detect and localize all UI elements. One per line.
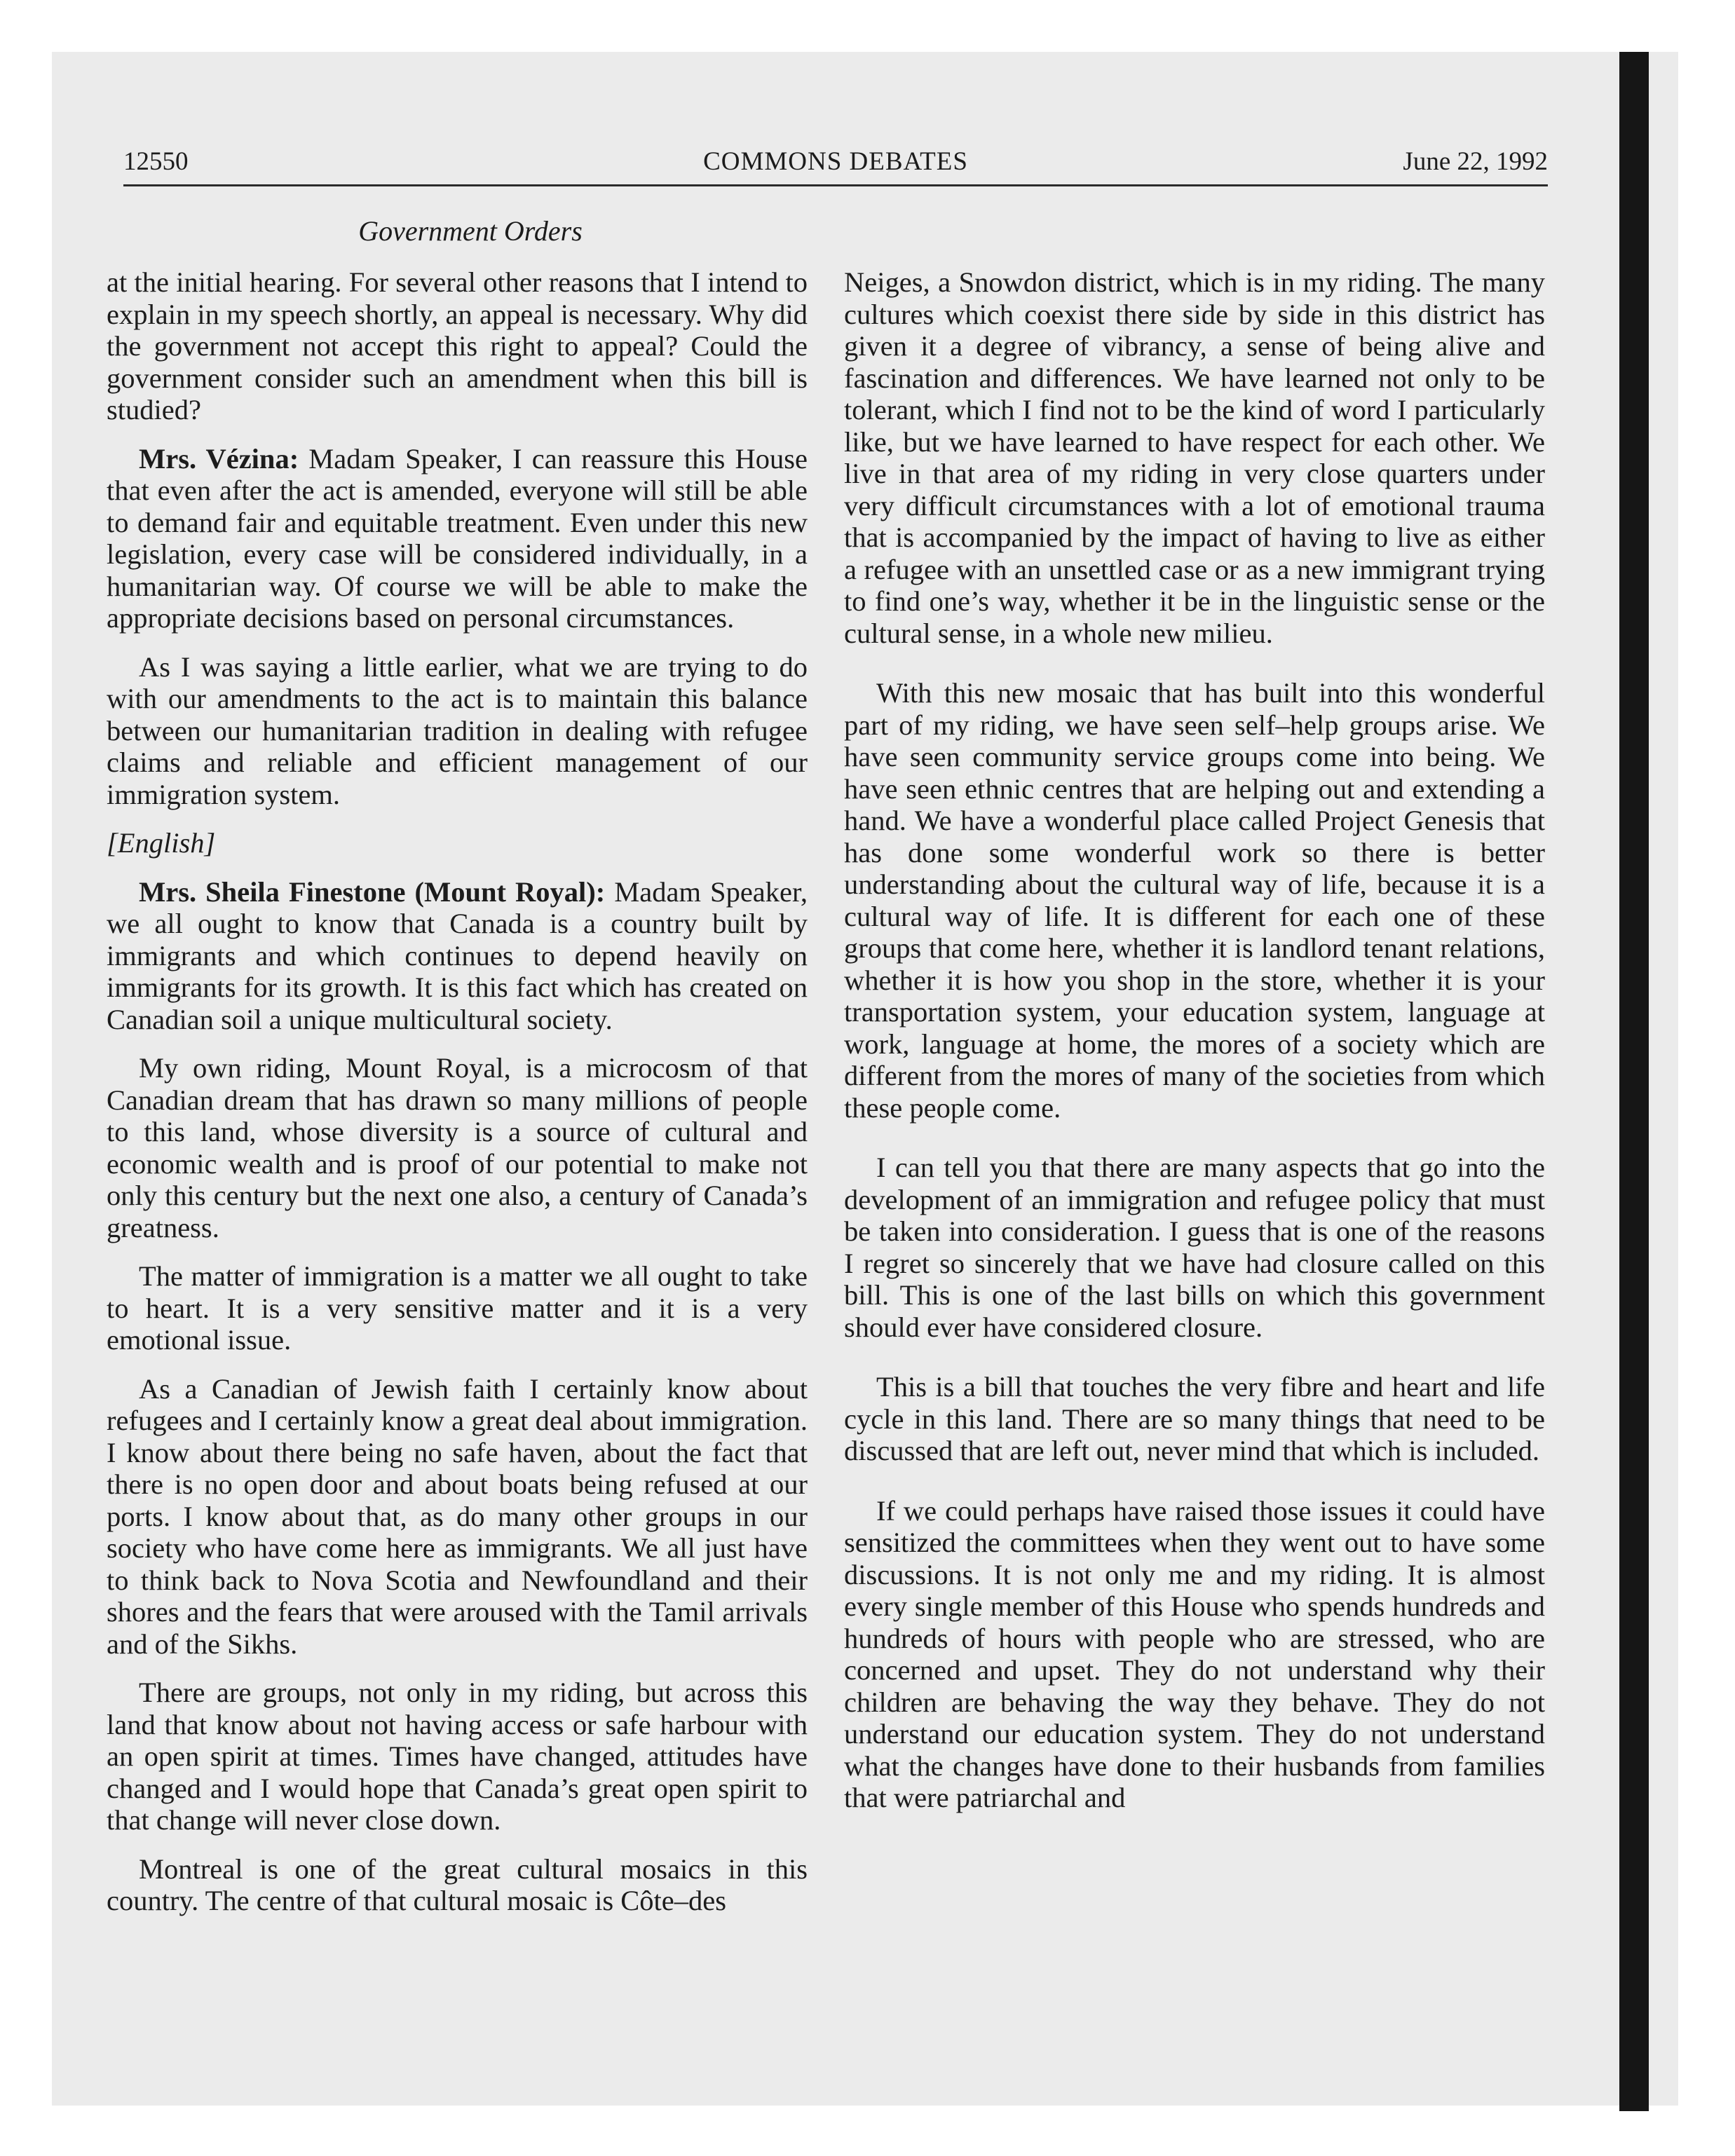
header-divider: [123, 184, 1548, 186]
paragraph: at the initial hearing. For several other reasons that I intend to explain in my speech shortly, an appeal is necessary. Why did the government not accept this right to appeal? Could the government consider such an amendment when this bill is studied?: [107, 266, 808, 425]
paragraph: Neiges, a Snowdon district, which is in my riding. The many cultures which coexist there side by side in this district has given it a degree of vibrancy, a sense of being alive and fascination and differences. We have learned not only to be tolerant, which I find not to be the kind of word I particularly like, but we have learned to have respect for each other. We live in that area of my riding in very close quarters under very difficult circumstances with a lot of emotional trauma that is accompanied by the impact of having to live as either a refugee with an unsettled case or as a new immigrant trying to find one’s way, whether it be in the linguistic sense or the cultural sense, in a whole new milieu.: [844, 266, 1545, 649]
paragraph: This is a bill that touches the very fibre and heart and life cycle in this land. There are so many things that need to be discussed that are left out, never mind that which is included.: [844, 1371, 1545, 1466]
paragraph: Mrs. Sheila Finestone (Mount Royal): Madam Speaker, we all ought to know that Canada is a country built by immigrants and which continues to depend heavily on immigrants for its growth. It is this fact which has created on Canadian soil a unique multicultural society.: [107, 875, 808, 1035]
speaker-name: Mrs. Sheila Finestone (Mount Royal):: [139, 875, 606, 908]
publication-title: COMMONS DEBATES: [703, 147, 968, 176]
paragraph: Montreal is one of the great cultural mosaics in this country. The centre of that cultural mosaic is Côte–des: [107, 1853, 808, 1916]
section-label: Government Orders: [358, 215, 583, 247]
paragraph: As a Canadian of Jewish faith I certainly know about refugees and I certainly know a great deal about immigration. I know about there being no safe haven, about the fact that there is no open door and about boats being refused at our ports. I know about that, as do many other groups in our society who have come here as immigrants. We all just have to think back to Nova Scotia and Newfoundland and their shores and the fears that were aroused with the Tamil arrivals and of the Sikhs.: [107, 1372, 808, 1660]
paragraph: I can tell you that there are many aspects that go into the development of an immigration and refugee policy that must be taken into consideration. I guess that is one of the reasons I regret so sincerely that we have had closure called on this bill. This is one of the last bills on which this government should ever have considered closure.: [844, 1152, 1545, 1343]
publication-date: June 22, 1992: [1403, 147, 1548, 176]
right-column: [844, 266, 1545, 1831]
page-number: 12550: [123, 147, 189, 176]
paragraph: If we could perhaps have raised those issues it could have sensitized the committees when they went out to have some discussions. It is not only me and my riding. It is almost every single member of this House who spends hundreds and hundreds of hours with people who are stressed, who are concerned and upset. They do not understand why their children are behaving the way they behave. They do not understand our education system. They do not understand what the changes have done to their husbands from families that were patriarchal and: [844, 1494, 1545, 1813]
page-header: [123, 144, 1548, 186]
paragraph: Mrs. Vézina: Madam Speaker, I can reassure this House that even after the act is amended, everyone will still be able to demand fair and equitable treatment. Even under this new legislation, every case will be considered individually, in a humanitarian way. Of course we will be able to make the appropriate decisions based on personal circumstances.: [107, 442, 808, 634]
left-column: [107, 266, 808, 1934]
paragraph: My own riding, Mount Royal, is a microcosm of that Canadian dream that has drawn so many millions of people to this land, whose diversity is a source of cultural and economic wealth and is proof of our potential to make not only this century but the next one also, a century of Canada’s greatness.: [107, 1052, 808, 1243]
paragraph: There are groups, not only in my riding, but across this land that know about not having access or safe harbour with an open spirit at times. Times have changed, attitudes have changed and I would hope that Canada’s great open spirit to that change will never close down.: [107, 1677, 808, 1836]
speaker-name: Mrs. Vézina:: [139, 442, 299, 475]
paragraph: With this new mosaic that has built into this wonderful part of my riding, we have seen self–help groups arise. We have seen community service groups come into being. We have seen ethnic centres that are helping out and extending a hand. We have a wonderful place called Project Genesis that has done some wonderful work so there is better understanding about the cultural way of life, because it is a cultural way of life. It is different for each one of these groups that come here, whether it is landlord tenant relations, whether it is how you shop in the store, whether it is your transportation system, your education system, language at work, language at home, the mores of a society which are different from the mores of many of the societies from which these people come.: [844, 677, 1545, 1124]
language-marker: [English]: [107, 827, 216, 859]
paragraph: As I was saying a little earlier, what we are trying to do with our amendments to the act is to maintain this balance between our humanitarian tradition in dealing with refugee claims and reliable and efficient management of our immigration system.: [107, 650, 808, 810]
paragraph: The matter of immigration is a matter we all ought to take to heart. It is a very sensitive matter and it is a very emotional issue.: [107, 1260, 808, 1356]
scan-edge-shadow: [1619, 52, 1649, 2111]
